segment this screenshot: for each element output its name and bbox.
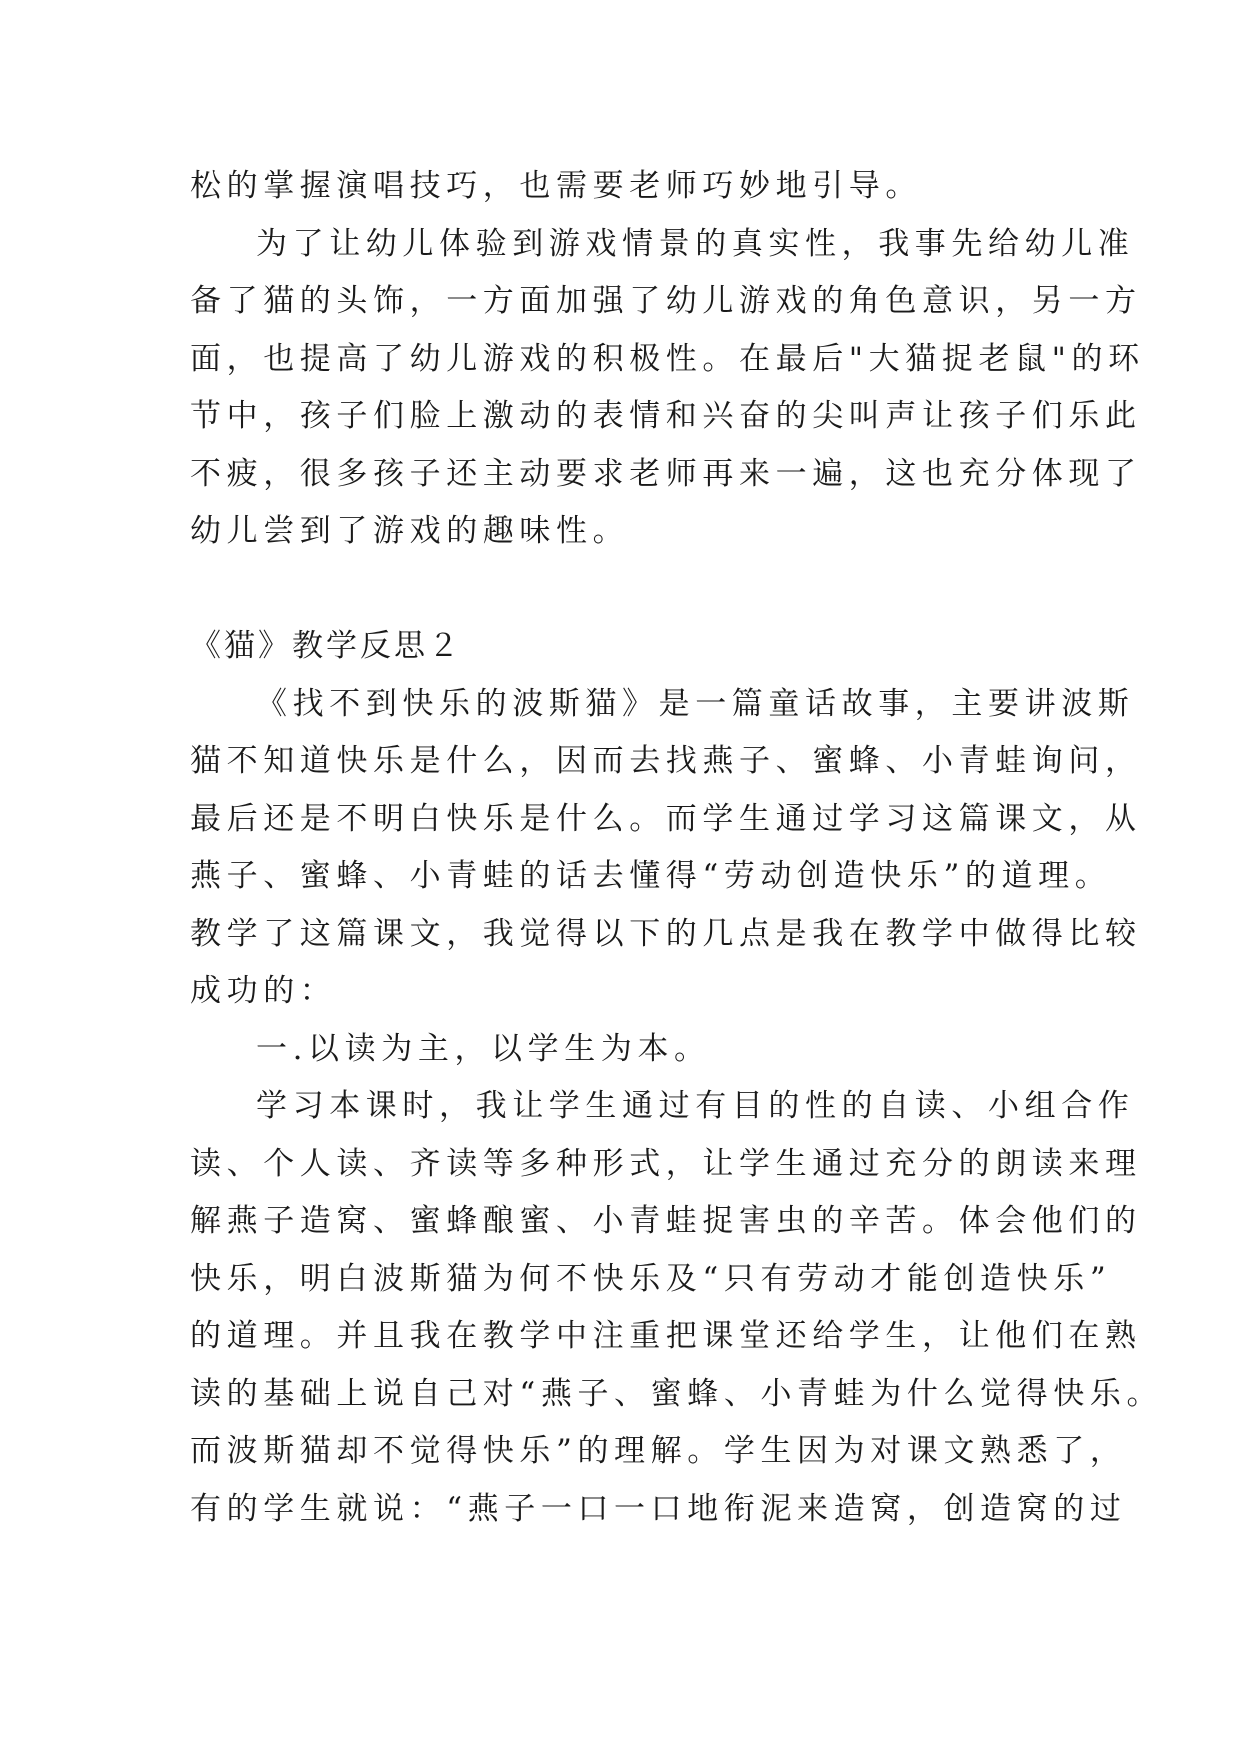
text-line: 成功的： bbox=[190, 973, 337, 1009]
text-line: 的道理。并且我在教学中注重把课堂还给学生，让他们在熟 bbox=[190, 1318, 1142, 1354]
text-line: 解燕子造窝、蜜蜂酿蜜、小青蛙捉害虫的辛苦。体会他们的 bbox=[190, 1203, 1142, 1239]
text-line: 猫不知道快乐是什么，因而去找燕子、蜜蜂、小青蛙询问， bbox=[190, 743, 1142, 779]
text-line: 节中，孩子们脸上激动的表情和兴奋的尖叫声让孩子们乐此 bbox=[190, 398, 1142, 434]
text-line: 而波斯猫却不觉得快乐”的理解。学生因为对课文熟悉了， bbox=[190, 1433, 1127, 1469]
text-line: 最后还是不明白快乐是什么。而学生通过学习这篇课文，从 bbox=[190, 800, 1142, 837]
text-line: 备了猫的头饰，一方面加强了幼儿游戏的角色意识，另一方 bbox=[190, 283, 1142, 319]
text-line: 学习本课时，我让学生通过有目的性的自读、小组合作 bbox=[256, 1088, 1135, 1124]
text-line: 幼儿尝到了游戏的趣味性。 bbox=[190, 513, 630, 549]
text-line: 读的基础上说自己对“燕子、蜜蜂、小青蛙为什么觉得快乐。 bbox=[190, 1375, 1164, 1412]
text-line: 一.以读为主，以学生为本。 bbox=[256, 1030, 711, 1067]
text-line: 有的学生就说：“燕子一口一口地衔泥来造窝，创造窝的过 bbox=[190, 1490, 1127, 1527]
list-item-heading bbox=[190, 1021, 1054, 1079]
paragraph-game-scene bbox=[190, 216, 1145, 561]
paragraph-continued bbox=[190, 158, 1054, 216]
text-line: 面，也提高了幼儿游戏的积极性。在最后"大猫捉老鼠"的环 bbox=[190, 340, 1145, 377]
text-line: 为了让幼儿体验到游戏情景的真实性，我事先给幼儿准 bbox=[256, 225, 1135, 262]
paragraph-reading bbox=[190, 1078, 1164, 1538]
text-line: 快乐，明白波斯猫为何不快乐及“只有劳动才能创造快乐” bbox=[190, 1260, 1112, 1297]
document-body bbox=[190, 158, 1164, 1538]
text-line: 教学了这篇课文，我觉得以下的几点是我在教学中做得比较 bbox=[190, 915, 1142, 952]
text-line: 松的掌握演唱技巧，也需要老师巧妙地引导。 bbox=[190, 168, 922, 204]
section-spacer bbox=[190, 561, 1054, 619]
text-line: 读、个人读、齐读等多种形式，让学生通过充分的朗读来理 bbox=[190, 1145, 1142, 1182]
text-line: 《找不到快乐的波斯猫》是一篇童话故事，主要讲波斯 bbox=[256, 685, 1135, 722]
text-line: 不疲，很多孩子还主动要求老师再来一遍，这也充分体现了 bbox=[190, 455, 1142, 492]
text-line: 燕子、蜜蜂、小青蛙的话去懂得“劳动创造快乐”的道理。 bbox=[190, 858, 1112, 894]
section-title: 《猫》教学反思２ bbox=[190, 628, 462, 664]
paragraph-intro bbox=[190, 676, 1142, 1021]
